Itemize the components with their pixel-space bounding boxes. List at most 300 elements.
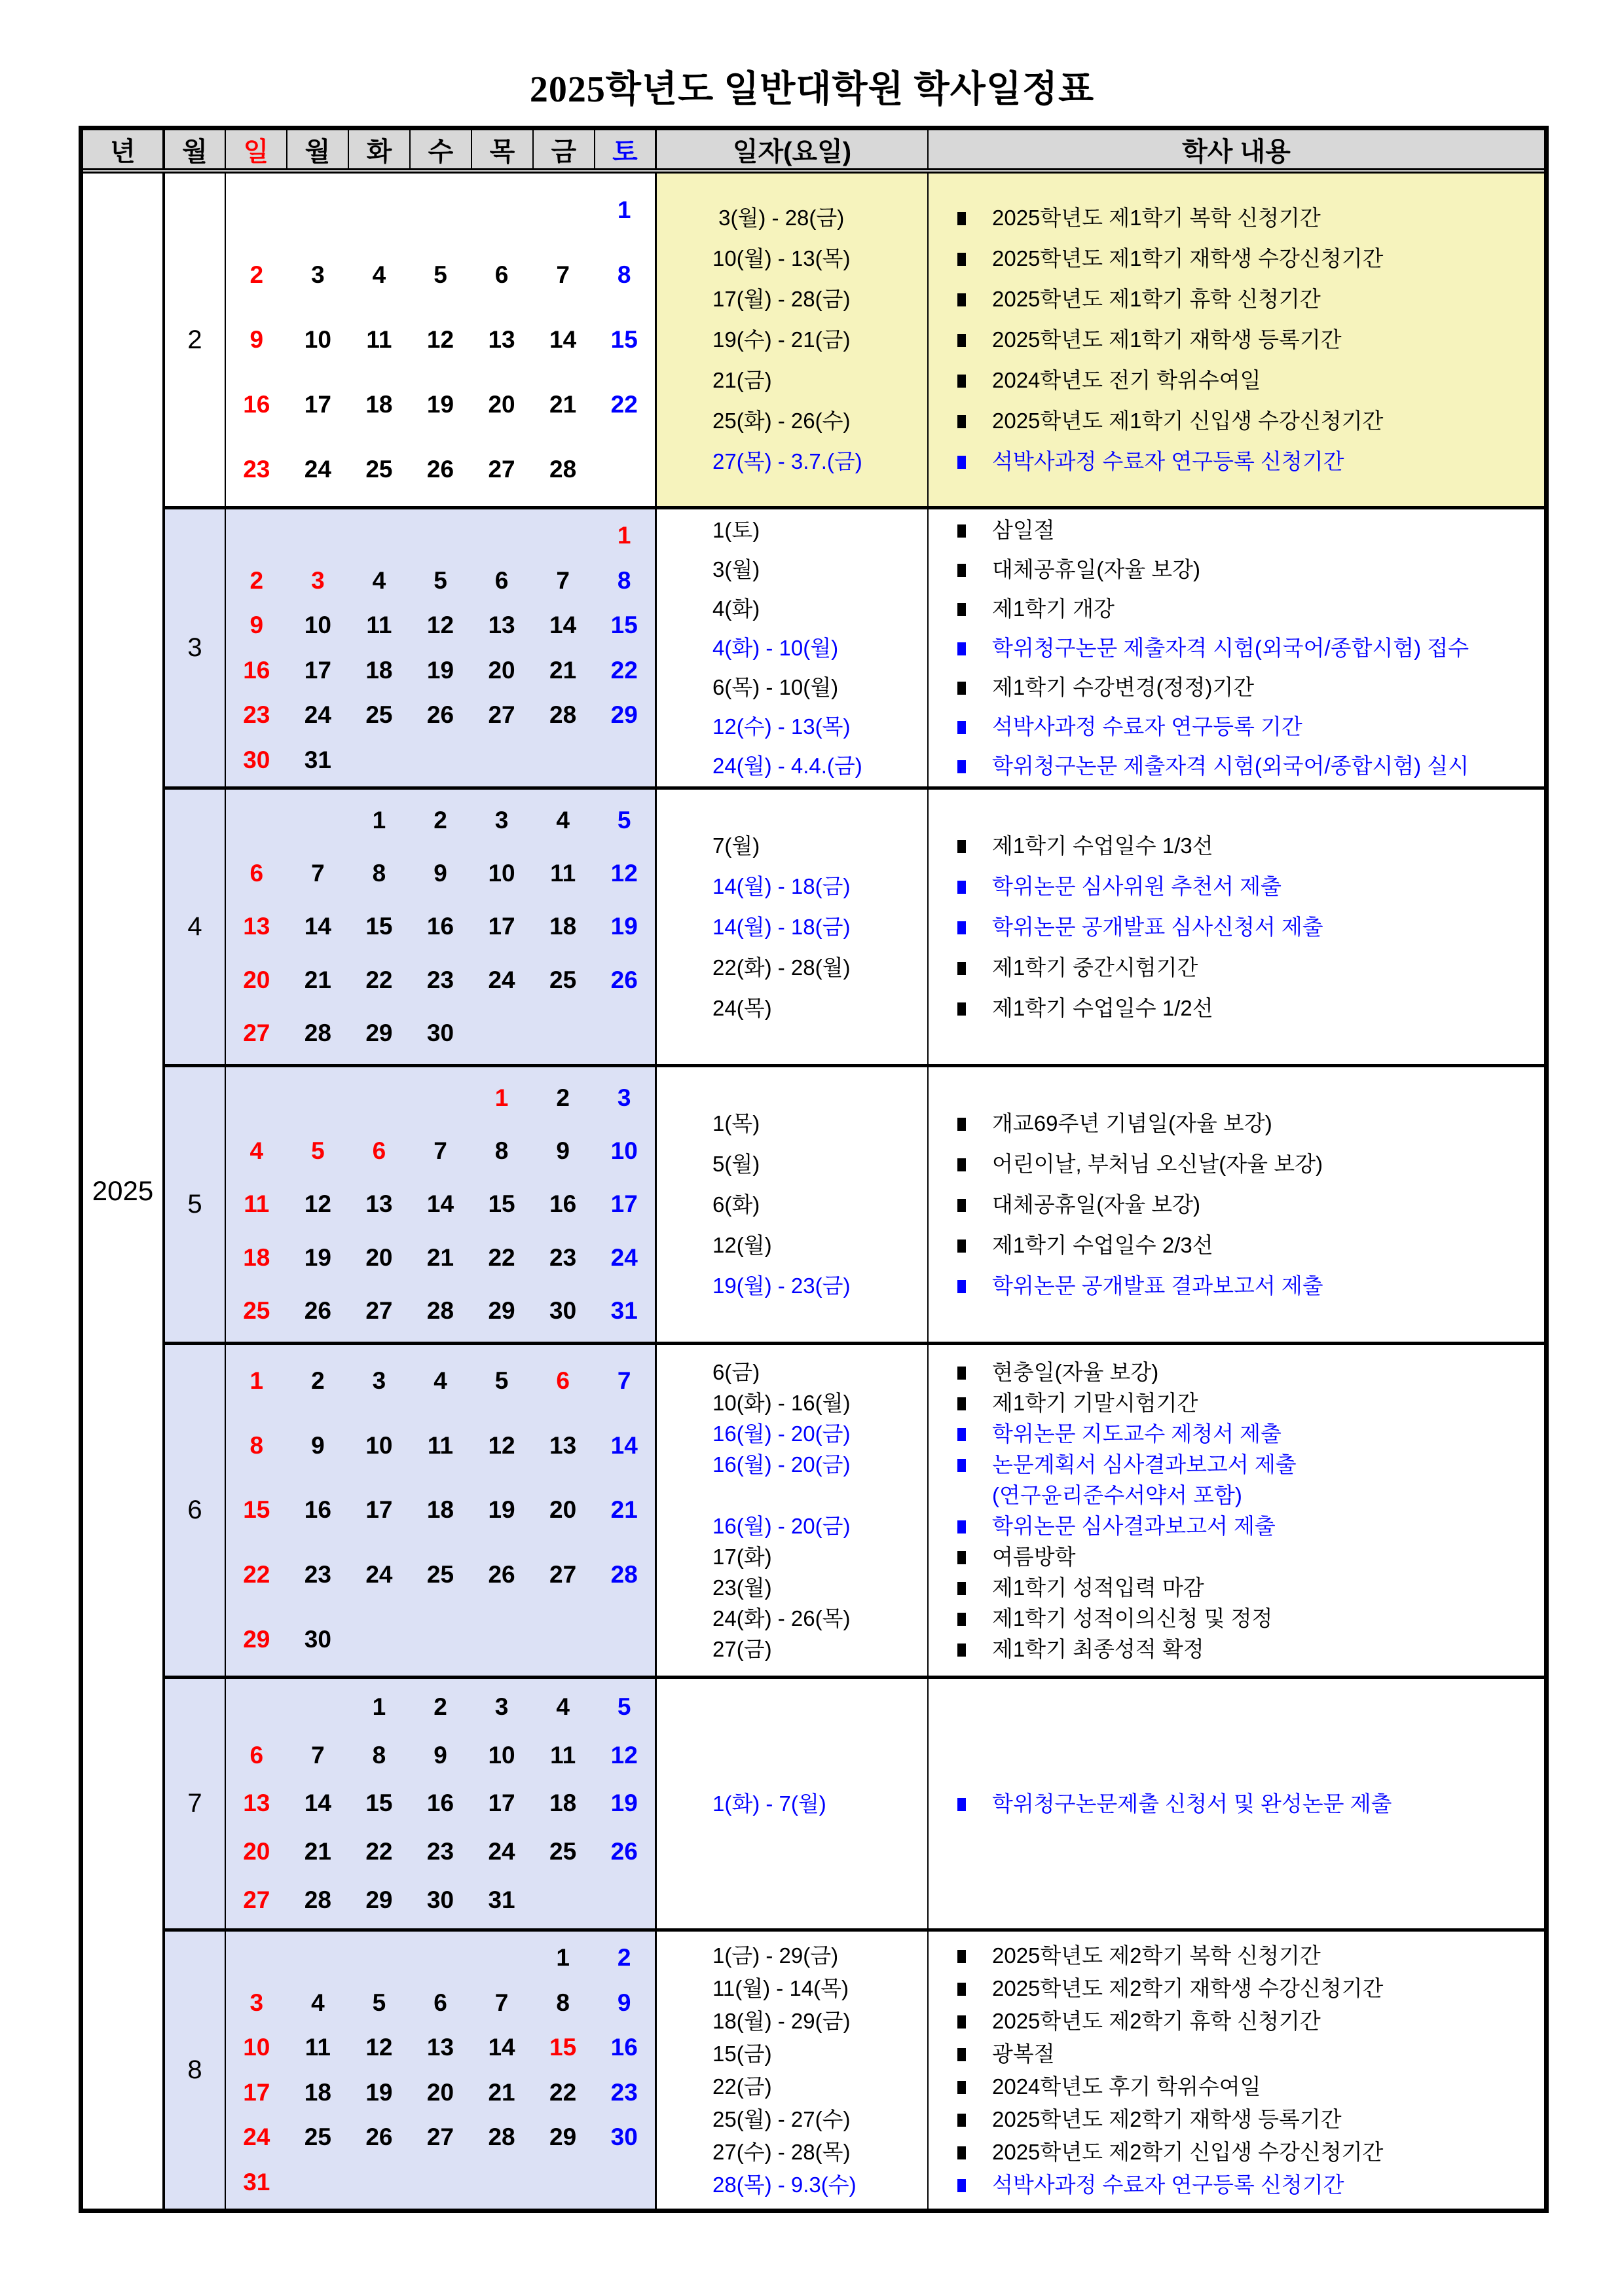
schedule-item-label: 2025학년도 제1학기 복학 신청기간: [992, 206, 1321, 230]
calendar-day: 22: [610, 391, 638, 418]
calendar-week: [226, 2123, 655, 2151]
schedule-date: 6(화): [712, 1192, 760, 1217]
calendar-day: 24: [610, 1243, 638, 1271]
schedule-item-label: 어린이날, 부처님 오신날(자율 보강): [992, 1151, 1323, 1176]
calendar-day: 5: [617, 1693, 631, 1720]
calendar-day: 18: [365, 391, 393, 418]
schedule-item-label: 제1학기 성적입력 마감: [992, 1575, 1204, 1600]
calendar-day: 24: [304, 701, 331, 729]
calendar-day: 27: [426, 2123, 454, 2151]
calendar-day: 2: [556, 1084, 570, 1111]
calendar-day: 5: [434, 566, 447, 594]
calendar-day: 24: [304, 456, 331, 483]
calendar-day: 8: [494, 1137, 509, 1165]
calendar-day: 9: [617, 1989, 631, 2016]
calendar-week: [226, 2079, 655, 2106]
calendar-week: [226, 2169, 655, 2196]
header-day-wed: 수: [411, 130, 472, 168]
calendar-day: 17: [488, 913, 515, 940]
calendar-day: 18: [243, 1243, 270, 1271]
calendar-day: 26: [488, 1561, 515, 1588]
bullet-square-icon: [957, 2146, 966, 2159]
calendar-day: 28: [488, 2123, 515, 2151]
calendar-day: 3: [494, 806, 509, 834]
month-calendar: [226, 509, 657, 786]
schedule-items: [929, 1067, 1544, 1342]
calendar-day: 25: [549, 1838, 577, 1865]
calendar-day: 22: [610, 656, 638, 684]
calendar-day: 23: [426, 1838, 454, 1865]
bullet-square-icon: [957, 1950, 966, 1963]
schedule-item-label: 제1학기 개강: [992, 596, 1115, 621]
schedule-item: [957, 1784, 1544, 1824]
calendar-day: 29: [488, 1297, 515, 1325]
calendar-day: 7: [311, 860, 325, 887]
schedule-date: 25(월) - 27(수): [712, 2106, 851, 2131]
schedule-item: [957, 238, 1544, 279]
calendar-day: 11: [550, 1741, 576, 1769]
bullet-square-icon: [957, 881, 966, 894]
calendar-week: [226, 391, 655, 418]
schedule-item-label: 2025학년도 제2학기 재학생 등록기간: [992, 2106, 1342, 2131]
calendar-day: 3: [311, 566, 325, 594]
schedule-date: 1(토): [712, 517, 760, 542]
calendar-day: 4: [311, 1989, 325, 2016]
calendar-day: 27: [243, 1886, 270, 1914]
calendar-day: 13: [243, 1790, 270, 1817]
calendar-day: 8: [372, 860, 386, 887]
calendar-day: 8: [249, 1431, 264, 1459]
schedule-item-label: 학위청구논문 제출자격 시험(외국어/종합시험) 접수: [992, 635, 1469, 660]
month-row: [165, 786, 1544, 1064]
calendar-day: 9: [434, 1741, 447, 1769]
schedule-date: 25(화) - 26(수): [712, 409, 851, 433]
calendar-day: 30: [426, 1019, 454, 1047]
calendar-day: 12: [304, 1190, 331, 1218]
schedule-date: 11(월) - 14(목): [712, 1975, 849, 2000]
calendar-week: [226, 1886, 655, 1914]
month-calendar: [226, 1345, 657, 1676]
calendar-day: 21: [304, 966, 331, 993]
calendar-day: 23: [304, 1561, 331, 1588]
calendar-week: [226, 807, 655, 834]
month-row: [165, 1928, 1544, 2209]
schedule-item-label: 현충일(자율 보강): [992, 1359, 1159, 1384]
calendar-day: 14: [549, 612, 577, 639]
schedule-item-label: 제1학기 최종성적 확정: [992, 1636, 1204, 1661]
calendar-day: 2: [617, 1944, 631, 1972]
schedule-dates: [657, 790, 929, 1064]
calendar-week: [226, 1432, 655, 1460]
bullet-square-icon: [957, 1520, 966, 1533]
calendar-week: [226, 860, 655, 887]
calendar-day: 19: [610, 913, 638, 940]
calendar-day: 9: [311, 1431, 325, 1459]
schedule-item: [957, 360, 1544, 401]
calendar-day: 27: [243, 1019, 270, 1047]
schedule-item-label: 제1학기 수업일수 2/3선: [992, 1232, 1213, 1257]
bullet-square-icon: [957, 524, 966, 538]
calendar-day: 8: [617, 261, 631, 288]
bullet-square-icon: [957, 721, 966, 734]
schedule-item: [957, 320, 1544, 360]
schedule-item: [957, 907, 1544, 947]
calendar-day: 30: [610, 2123, 638, 2151]
calendar-week: [226, 1742, 655, 1769]
schedule-item-label: 제1학기 중간시험기간: [992, 955, 1198, 980]
schedule-item-label: 2025학년도 제1학기 신입생 수강신청기간: [992, 409, 1384, 433]
calendar-day: 1: [494, 1084, 509, 1111]
month-label: 5: [165, 1067, 226, 1342]
bullet-square-icon: [957, 1158, 966, 1171]
calendar-day: 15: [610, 612, 638, 639]
calendar-day: 21: [304, 1838, 331, 1865]
schedule-date: 10(월) - 13(목): [712, 246, 851, 270]
calendar-day: 17: [304, 656, 331, 684]
schedule-item: [957, 2070, 1544, 2103]
calendar-day: 27: [488, 456, 515, 483]
bullet-square-icon: [957, 1002, 966, 1016]
header-month: 월: [165, 130, 226, 168]
schedule-item: [957, 866, 1544, 907]
calendar-day: 22: [243, 1561, 270, 1588]
schedule-item: [957, 1144, 1544, 1184]
calendar-day: 4: [249, 1137, 264, 1165]
schedule-item-label: 학위논문 공개발표 심사신청서 제출: [992, 914, 1323, 939]
calendar-week: [226, 701, 655, 729]
header-content-col: 학사 내용: [1182, 137, 1291, 166]
calendar-day: 13: [549, 1431, 577, 1459]
calendar-day: 6: [249, 860, 264, 887]
schedule-item-label: 학위청구논문 제출자격 시험(외국어/종합시험) 실시: [992, 753, 1469, 778]
calendar-week: [226, 1244, 655, 1272]
calendar-day: 18: [549, 913, 577, 940]
calendar-day: 10: [304, 325, 331, 353]
schedule-item: [957, 511, 1544, 550]
schedule-date: 5(월): [712, 1151, 760, 1176]
bullet-square-icon: [957, 1199, 966, 1212]
schedule-dates: [657, 1067, 929, 1342]
schedule-date: 21(금): [712, 368, 772, 392]
bullet-square-icon: [957, 1643, 966, 1657]
calendar-day: 19: [610, 1790, 638, 1817]
calendar-day: 29: [365, 1886, 393, 1914]
calendar-day: 29: [243, 1625, 270, 1653]
calendar-day: 9: [249, 325, 264, 353]
calendar-day: 26: [304, 1297, 331, 1325]
schedule-date: 3(월): [712, 557, 760, 581]
schedule-item: [957, 441, 1544, 482]
header-day-mon: 월: [287, 130, 349, 168]
month-calendar: [226, 1679, 657, 1928]
calendar-day: 23: [426, 966, 454, 993]
schedule-item-label: 2025학년도 제2학기 신입생 수강신청기간: [992, 2139, 1384, 2164]
schedule-date: 27(금): [712, 1636, 772, 1661]
bullet-square-icon: [957, 1798, 966, 1811]
calendar-day: 13: [426, 2034, 454, 2061]
bullet-square-icon: [957, 1397, 966, 1410]
schedule-item: [957, 1103, 1544, 1144]
calendar-day: 6: [372, 1137, 386, 1165]
schedule-date: 12(수) - 13(목): [712, 714, 851, 739]
calendar-day: 17: [365, 1496, 393, 1524]
schedule-item: [957, 629, 1544, 668]
schedule-item-label: 학위논문 지도교수 제청서 제출: [992, 1421, 1282, 1446]
schedule-item: [957, 1511, 1544, 1541]
calendar-day: 14: [304, 913, 331, 940]
schedule-date: 17(월) - 28(금): [712, 287, 851, 311]
header-day-thu: 목: [472, 130, 534, 168]
calendar-week: [226, 1626, 655, 1653]
table-body: [83, 174, 1544, 2209]
calendar-day: 5: [434, 261, 447, 288]
schedule-date: 16(월) - 20(금): [712, 1513, 851, 1538]
calendar-week: [226, 1190, 655, 1218]
calendar-week: [226, 522, 655, 549]
calendar-week: [226, 1137, 655, 1165]
calendar-week: [226, 1019, 655, 1047]
calendar-day: 25: [304, 2123, 331, 2151]
schedule-item: [957, 550, 1544, 589]
bullet-square-icon: [957, 1551, 966, 1564]
schedule-date: 14(월) - 18(금): [712, 873, 851, 898]
schedule-item-label: 2025학년도 제1학기 휴학 신청기간: [992, 287, 1321, 311]
calendar-day: 29: [610, 701, 638, 729]
schedule-date: 23(월): [712, 1575, 772, 1600]
bullet-square-icon: [957, 253, 966, 266]
calendar-day: 20: [365, 1243, 393, 1271]
bullet-square-icon: [957, 760, 966, 773]
calendar-week: [226, 966, 655, 994]
schedule-items: [929, 509, 1544, 786]
schedule-item-label: (연구윤리준수서약서 포함): [992, 1482, 1242, 1507]
calendar-day: 30: [304, 1625, 331, 1653]
calendar-day: 10: [488, 1741, 515, 1769]
schedule-dates: [657, 174, 929, 506]
bullet-square-icon: [957, 2081, 966, 2094]
schedule-item-label: 2025학년도 제2학기 휴학 신청기간: [992, 2008, 1321, 2033]
calendar-day: 6: [494, 261, 509, 288]
calendar-day: 2: [434, 1693, 447, 1720]
schedule-item: [957, 1449, 1544, 1480]
calendar-day: 20: [243, 1838, 270, 1865]
bullet-square-icon: [957, 2179, 966, 2192]
bullet-square-icon: [957, 642, 966, 655]
calendar-day: 27: [549, 1561, 577, 1588]
month-row: [165, 1064, 1544, 1342]
header-day-tue: 화: [349, 130, 411, 168]
schedule-date: 1(목): [712, 1111, 760, 1135]
schedule-date: 1(금) - 29(금): [712, 1943, 839, 1968]
schedule-item: [957, 1266, 1544, 1306]
calendar-week: [226, 657, 655, 684]
calendar-day: 20: [426, 2078, 454, 2106]
calendar-day: 3: [494, 1693, 509, 1720]
schedule-item-label: 2024학년도 전기 학위수여일: [992, 368, 1261, 392]
schedule-item: [957, 2005, 1544, 2038]
schedule-item-label: 석박사과정 수료자 연구등록 신청기간: [992, 2172, 1344, 2197]
year-cell: 2025: [83, 174, 165, 2209]
schedule-date: 17(화): [712, 1544, 772, 1569]
schedule-date: 7(월): [712, 833, 760, 858]
bullet-square-icon: [957, 1118, 966, 1131]
calendar-day: 12: [365, 2034, 393, 2061]
calendar-day: 23: [243, 456, 270, 483]
calendar-day: 2: [249, 261, 264, 288]
calendar-day: 26: [426, 456, 454, 483]
calendar-day: 16: [426, 913, 454, 940]
calendar-day: 19: [488, 1496, 515, 1524]
calendar-day: 24: [488, 1838, 515, 1865]
calendar-day: 14: [488, 2034, 515, 2061]
calendar-day: 31: [488, 1886, 515, 1914]
month-label: 6: [165, 1345, 226, 1676]
calendar-day: 17: [304, 391, 331, 418]
calendar-day: 14: [304, 1790, 331, 1817]
calendar-day: 11: [366, 325, 392, 353]
calendar-day: 9: [434, 860, 447, 887]
bullet-square-icon: [957, 603, 966, 616]
schedule-dates: [657, 1932, 929, 2209]
schedule-items: [929, 174, 1544, 506]
calendar-day: 1: [617, 196, 631, 223]
schedule-item: [957, 1357, 1544, 1387]
schedule-item: [957, 589, 1544, 629]
calendar-day: 12: [610, 860, 638, 887]
calendar-day: 11: [304, 2034, 331, 2061]
page-title: 2025학년도 일반대학원 학사일정표: [529, 69, 1095, 110]
calendar-day: 20: [549, 1496, 577, 1524]
calendar-day: 13: [365, 1190, 393, 1218]
calendar-day: 11: [427, 1431, 454, 1459]
bullet-square-icon: [957, 1280, 966, 1293]
calendar-day: 8: [372, 1741, 386, 1769]
calendar-day: 27: [365, 1297, 393, 1325]
schedule-item: [957, 2136, 1544, 2169]
schedule-item: [957, 1387, 1544, 1418]
header-day-sun: 일: [226, 130, 287, 168]
calendar-day: 29: [365, 1019, 393, 1047]
schedule-item-label: 학위논문 공개발표 결과보고서 제출: [992, 1273, 1323, 1298]
schedule-item: [957, 198, 1544, 238]
schedule-date: 6(목) - 10(월): [712, 674, 839, 699]
month-calendar: [226, 174, 657, 506]
calendar-day: 18: [304, 2078, 331, 2106]
schedule-item: [957, 668, 1544, 707]
calendar-week: [226, 456, 655, 483]
calendar-day: 9: [249, 612, 264, 639]
schedule-date: 4(화) - 10(월): [712, 635, 839, 660]
schedule-date: 15(금): [712, 2041, 772, 2066]
schedule-items: [929, 1679, 1544, 1928]
calendar-week: [226, 1693, 655, 1721]
calendar-day: 3: [372, 1367, 386, 1395]
schedule-date: 22(화) - 28(월): [712, 955, 851, 980]
calendar-day: 2: [249, 566, 264, 594]
schedule-date: 18(월) - 29(금): [712, 2008, 851, 2033]
calendar-day: 4: [556, 806, 570, 834]
schedule-item: [957, 1939, 1544, 1972]
schedule-items: [929, 1345, 1544, 1676]
schedule-item: [957, 1184, 1544, 1225]
schedule-dates: [657, 1679, 929, 1928]
calendar-day: 17: [488, 1790, 515, 1817]
header-day-fri: 금: [534, 130, 595, 168]
schedule-items: [929, 1932, 1544, 2209]
calendar-day: 23: [610, 2078, 638, 2106]
calendar-day: 15: [549, 2034, 577, 2061]
schedule-item: [957, 2103, 1544, 2136]
calendar-day: 1: [372, 1693, 386, 1720]
schedule-item-label: 학위논문 심사결과보고서 제출: [992, 1513, 1276, 1538]
bullet-square-icon: [957, 962, 966, 975]
schedule-item-label: 석박사과정 수료자 연구등록 신청기간: [992, 449, 1344, 473]
calendar-week: [226, 1496, 655, 1524]
calendar-day: 7: [311, 1741, 325, 1769]
schedule-item-label: 2025학년도 제2학기 재학생 수강신청기간: [992, 1975, 1384, 2000]
schedule-item: [957, 1972, 1544, 2005]
schedule-item-label: 2024학년도 후기 학위수여일: [992, 2074, 1261, 2099]
calendar-day: 16: [549, 1190, 577, 1218]
month-row: [165, 174, 1544, 506]
schedule-item-label: 2025학년도 제1학기 재학생 등록기간: [992, 327, 1342, 352]
calendar-week: [226, 913, 655, 940]
calendar-day: 28: [549, 701, 577, 729]
bullet-square-icon: [957, 2015, 966, 2029]
bullet-square-icon: [957, 1613, 966, 1626]
calendar-day: 18: [549, 1790, 577, 1817]
calendar-day: 13: [488, 612, 515, 639]
calendar-day: 28: [426, 1297, 454, 1325]
schedule-date: 19(월) - 23(금): [712, 1273, 851, 1298]
schedule-item-label: 논문계획서 심사결과보고서 제출: [992, 1452, 1297, 1477]
schedule-dates: [657, 1345, 929, 1676]
calendar-day: 14: [549, 325, 577, 353]
calendar-day: 26: [610, 1838, 638, 1865]
calendar-day: 10: [610, 1137, 638, 1165]
months-column: [165, 174, 1544, 2209]
calendar-day: 21: [549, 391, 577, 418]
calendar-day: 8: [617, 566, 631, 594]
calendar-day: 21: [549, 656, 577, 684]
calendar-day: 7: [556, 566, 570, 594]
schedule-item-label: 학위청구논문제출 신청서 및 완성논문 제출: [992, 1791, 1392, 1816]
calendar-day: 30: [243, 746, 270, 773]
calendar-day: 12: [426, 612, 454, 639]
schedule-item-label: 제1학기 수업일수 1/3선: [992, 833, 1213, 858]
calendar-day: 26: [426, 701, 454, 729]
calendar-day: 6: [249, 1741, 264, 1769]
month-row: [165, 1676, 1544, 1928]
calendar-day: 4: [372, 261, 386, 288]
bullet-square-icon: [957, 212, 966, 225]
calendar-day: 12: [610, 1741, 638, 1769]
calendar-day: 28: [610, 1561, 638, 1588]
calendar-day: 18: [426, 1496, 454, 1524]
month-label: 3: [165, 509, 226, 786]
calendar-day: 15: [243, 1496, 270, 1524]
schedule-item-label: 대체공휴일(자율 보강): [992, 1192, 1201, 1217]
calendar-day: 30: [549, 1297, 577, 1325]
schedule-date: 4(화): [712, 596, 760, 621]
bullet-square-icon: [957, 1239, 966, 1253]
calendar-day: 5: [494, 1367, 509, 1395]
month-row: [165, 1342, 1544, 1676]
schedule-item-label: 학위논문 심사위원 추천서 제출: [992, 873, 1282, 898]
schedule-item: [957, 401, 1544, 441]
calendar-day: 16: [426, 1790, 454, 1817]
bullet-square-icon: [957, 375, 966, 388]
